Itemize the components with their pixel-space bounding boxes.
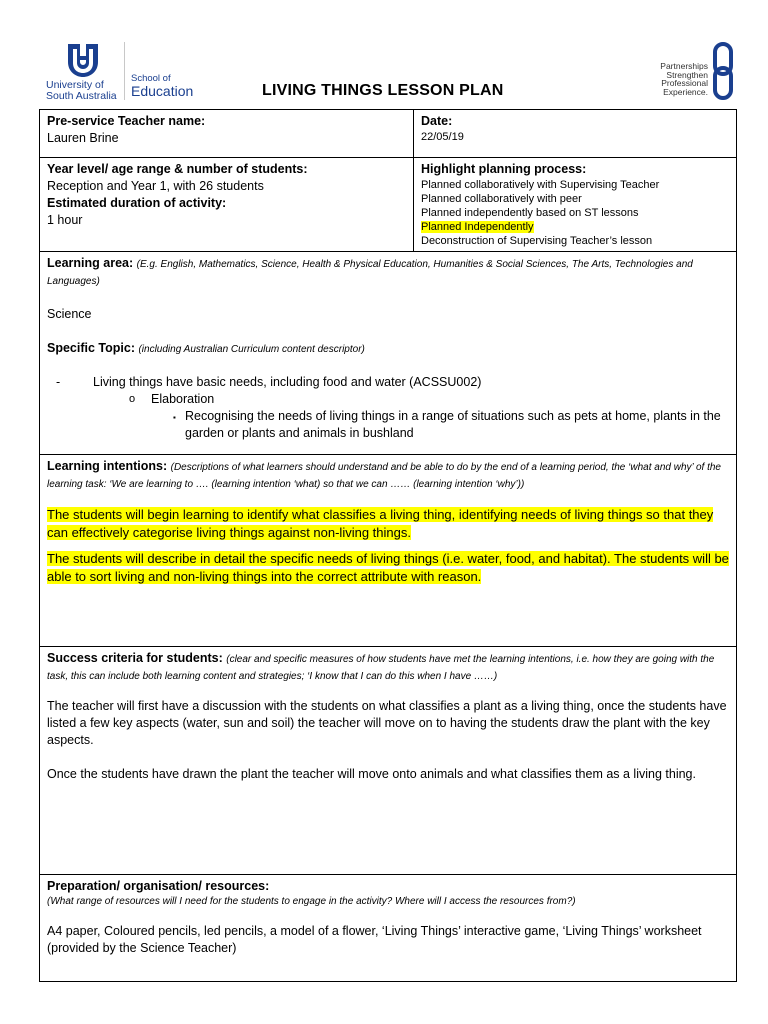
- list-item: [47, 391, 729, 408]
- resources-cell: [40, 875, 737, 982]
- table-row: [40, 158, 737, 252]
- planning-option: Planned independently based on ST lessons: [421, 207, 639, 219]
- learning-intention-1: The students will begin learning to identify what classifies a living thing, identifying needs of living things so that they can effectively categorise living things against non-living things.: [47, 507, 714, 540]
- duration-label: Estimated duration of activity:: [47, 196, 227, 210]
- university-line2: South Australia: [46, 90, 117, 102]
- year-level-cell: [40, 158, 414, 252]
- date-cell: [414, 110, 737, 158]
- table-row: [40, 110, 737, 158]
- topic-note: (including Australian Curriculum content descriptor): [138, 344, 365, 355]
- planning-option: Planned collaboratively with Supervising Teacher: [421, 179, 660, 191]
- learning-area-label: Learning area:: [47, 256, 134, 270]
- planning-option: Planned collaboratively with peer: [421, 193, 582, 205]
- pspe-line2: Strengthen: [666, 69, 708, 80]
- teacher-cell: [40, 110, 414, 158]
- success-criteria-cell: [40, 647, 737, 875]
- university-line1: University of: [46, 79, 104, 91]
- dash-bullet-icon: -: [56, 375, 61, 389]
- planning-label: Highlight planning process:: [421, 162, 587, 176]
- success-criteria-para1: The teacher will first have a discussion with the students on what classifies a plant as a living thing, once the students have listed a few key aspects (water, sun and soil) the teacher will move on to having the students draw the plant with the key aspects.: [47, 699, 727, 747]
- learning-intentions-note: (Descriptions of what learners should understand and be able to do by the end of a learning period, the ‘what and why’ of the learning task: ‘We are learning to …. (learning intention ‘what) so that we can …… (learning intention ‘why’)): [47, 462, 721, 490]
- learning-intentions-label: Learning intentions:: [47, 459, 168, 473]
- duration-value: 1 hour: [47, 213, 83, 227]
- planning-option: Deconstruction of Supervising Teacher’s lesson: [421, 235, 653, 247]
- pspe-line3: Professional: [661, 78, 708, 89]
- year-level-label: Year level/ age range & number of students:: [47, 162, 308, 176]
- list-item: [47, 374, 729, 391]
- learning-area-note: (E.g. English, Mathematics, Science, Health & Physical Education, Humanities & Social Sciences, The Arts, Technologies and Languages): [47, 259, 693, 287]
- pspe-chain-icon: [711, 42, 735, 100]
- learning-intentions-cell: [40, 455, 737, 647]
- resources-note: (What range of resources will I need for the students to engage in the activity? Where will I access the resources from?): [47, 896, 576, 907]
- school-line2: Education: [131, 83, 194, 99]
- unisa-shield-icon: [66, 42, 100, 78]
- resources-value: A4 paper, Coloured pencils, led pencils, a model of a flower, ‘Living Things’ interactive game, ‘Living Things’ worksheet (provided by the Science Teacher): [47, 924, 702, 955]
- success-criteria-label: Success criteria for students:: [47, 651, 223, 665]
- topic-subbullet: Elaboration: [151, 392, 215, 406]
- table-row: [40, 455, 737, 647]
- topic-subsubbullet: Recognising the needs of living things in a range of situations such as pets at home, plants in the garden or plants and animals in bushland: [185, 409, 721, 440]
- planning-cell: [414, 158, 737, 252]
- lesson-plan-table: [39, 109, 737, 982]
- pspe-line4: Experience.: [663, 87, 708, 98]
- circle-bullet-icon: o: [129, 393, 136, 405]
- list-item: [47, 408, 729, 442]
- table-row: [40, 647, 737, 875]
- logo-divider: [124, 42, 125, 100]
- date-value: 22/05/19: [421, 131, 464, 143]
- square-bullet-icon: ▪: [173, 413, 176, 422]
- pspe-logo: [634, 42, 738, 100]
- pspe-line1: Partnerships: [660, 61, 708, 71]
- learning-area-value: Science: [47, 307, 92, 321]
- page-header: [0, 0, 768, 110]
- topic-bullet: Living things have basic needs, including food and water (ACSSU002): [93, 375, 482, 389]
- school-of-education-logo: [131, 74, 193, 99]
- topic-label: Specific Topic:: [47, 341, 135, 355]
- planning-option-selected: Planned Independently: [421, 221, 534, 233]
- page-title: LIVING THINGS LESSON PLAN: [262, 82, 504, 99]
- success-criteria-note: (clear and specific measures of how students have met the learning intentions, i.e. how they are going with the task, this can include both learning content and strategies; ‘I know that I can do this when I have ……): [47, 654, 715, 682]
- school-line1: School of: [131, 73, 171, 84]
- table-row: [40, 875, 737, 982]
- teacher-label: Pre-service Teacher name:: [47, 114, 206, 128]
- year-level-value: Reception and Year 1, with 26 students: [47, 179, 264, 193]
- learning-intention-2: The students will describe in detail the specific needs of living things (i.e. water, food, and habitat). The students will be able to sort living and non-living things into the correct attribute with reason.: [47, 551, 729, 584]
- table-row: [40, 252, 737, 455]
- resources-label: Preparation/ organisation/ resources:: [47, 879, 270, 893]
- learning-area-cell: [40, 252, 737, 455]
- date-label: Date:: [421, 114, 453, 128]
- teacher-name: Lauren Brine: [47, 131, 119, 145]
- success-criteria-para2: Once the students have drawn the plant the teacher will move onto animals and what classifies them as a living thing.: [47, 767, 696, 781]
